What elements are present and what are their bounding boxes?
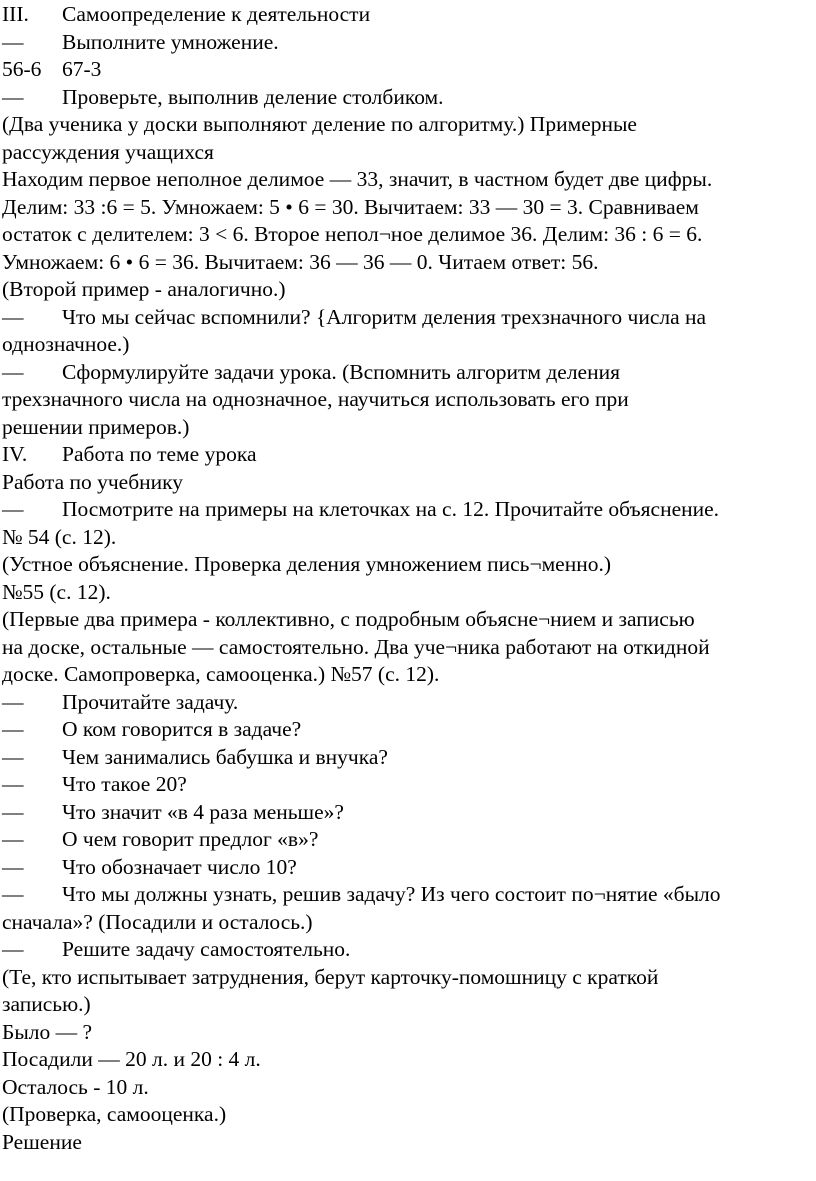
- line-text: Что такое 20?: [62, 772, 187, 796]
- document-line: [0, 936, 816, 964]
- document-line: [0, 1, 816, 29]
- list-marker: IV.: [2, 442, 28, 466]
- document-line: [0, 166, 816, 194]
- document-line: [0, 799, 816, 827]
- document-line: [0, 744, 816, 772]
- line-text: (Два ученика у доски выполняют деление по алгоритму.) Примерные: [2, 112, 637, 136]
- list-marker: —: [2, 689, 24, 714]
- document-line: [0, 304, 816, 332]
- document-line: [0, 771, 816, 799]
- line-text: доске. Самопроверка, самооценка.) №57 (с. 12).: [2, 662, 440, 686]
- list-marker: —: [2, 359, 24, 384]
- line-text: Чем занимались бабушка и внучка?: [62, 744, 388, 769]
- document-line: [0, 331, 816, 359]
- document-line: [0, 579, 816, 607]
- line-text: трехзначного числа на однозначное, научиться использовать его при: [2, 387, 629, 411]
- document-line: [0, 964, 816, 992]
- document-line: [0, 249, 816, 277]
- document-line: [0, 469, 816, 497]
- list-marker: —: [2, 882, 24, 906]
- line-text: (Те, кто испытывает затруднения, берут карточку-помошницу с краткой: [2, 964, 659, 989]
- line-text: Проверьте, выполнив деление столбиком.: [62, 84, 444, 109]
- line-text: Делим: 33 :6 = 5. Умножаем: 5 • 6 = 30. Вычитаем: 33 — 30 = 3. Сравниваем: [2, 194, 699, 219]
- document-line: [0, 414, 816, 442]
- document-line: [0, 634, 816, 662]
- document-line: [0, 909, 816, 937]
- list-marker: —: [2, 827, 24, 851]
- document-line: [0, 221, 816, 249]
- document-line: [0, 1046, 816, 1074]
- line-text: Самоопределение к деятельности: [62, 2, 371, 26]
- document-line: [0, 524, 816, 552]
- list-marker: —: [2, 497, 24, 521]
- list-marker: —: [2, 854, 24, 879]
- line-text: (Первые два примера - коллективно, с подробным объясне¬нием и записью: [2, 607, 695, 631]
- line-text: сначала»? (Посадили и осталось.): [2, 909, 313, 934]
- list-marker: —: [2, 744, 24, 769]
- document-line: [0, 854, 816, 882]
- document-line: [0, 716, 816, 744]
- list-marker: —: [2, 304, 24, 329]
- document-line: [0, 29, 816, 57]
- line-text: (Второй пример - аналогично.): [2, 277, 286, 301]
- document-line: [0, 496, 816, 524]
- list-marker: —: [2, 772, 24, 796]
- document-line: [0, 1129, 816, 1157]
- document-line: [0, 441, 816, 469]
- list-marker: III.: [2, 2, 29, 26]
- document-line: [0, 194, 816, 222]
- document-line: [0, 111, 816, 139]
- document-line: [0, 606, 816, 634]
- line-text: записью.): [2, 992, 91, 1016]
- line-text: Что мы должны узнать, решив задачу? Из чего состоит по¬нятие «было: [62, 882, 721, 906]
- document-line: [0, 386, 816, 414]
- line-text: однозначное.): [2, 332, 130, 356]
- list-marker: —: [2, 937, 24, 961]
- list-marker: —: [2, 29, 24, 54]
- line-text: решении примеров.): [2, 414, 190, 439]
- line-text: Решите задачу самостоятельно.: [62, 937, 351, 961]
- document-line: [0, 661, 816, 689]
- line-text: остаток с делителем: 3 < 6. Второе непол¬ное делимое 36. Делим: 36 : 6 = 6.: [2, 222, 703, 246]
- line-text: Посмотрите на примеры на клеточках на с. 12. Прочитайте объяснение.: [62, 497, 720, 521]
- document-line: [0, 276, 816, 304]
- list-marker: —: [2, 717, 24, 741]
- line-text: рассуждения учащихся: [2, 139, 214, 164]
- line-text: № 54 (с. 12).: [2, 524, 117, 549]
- line-text: (Проверка, самооценка.): [2, 1102, 227, 1126]
- line-text: Работа по теме урока: [62, 442, 257, 466]
- document-line: [0, 1074, 816, 1102]
- document-line: [0, 84, 816, 112]
- line-text: на доске, остальные — самостоятельно. Два уче¬ника работают на откидной: [2, 634, 710, 659]
- line-text: Прочитайте задачу.: [62, 689, 239, 714]
- document-line: [0, 551, 816, 579]
- document-line: [0, 1019, 816, 1047]
- line-text: №55 (с. 12).: [2, 579, 111, 604]
- line-text-second: 67-3: [62, 57, 102, 81]
- line-text: Что мы сейчас вспомнили? {Алгоритм деления трехзначного числа на: [62, 304, 707, 329]
- line-text: Что значит «в 4 раза меньше»?: [62, 799, 344, 824]
- line-text: Осталось - 10 л.: [2, 1074, 149, 1099]
- line-text: Посадили — 20 л. и 20 : 4 л.: [2, 1047, 261, 1071]
- document-line: [0, 826, 816, 854]
- line-text: Что обозначает число 10?: [62, 854, 297, 879]
- line-text: Выполните умножение.: [62, 29, 279, 54]
- line-text: (Устное объяснение. Проверка деления умножением пись¬менно.): [2, 552, 612, 576]
- document-line: [0, 991, 816, 1019]
- document-line: [0, 881, 816, 909]
- line-text: Сформулируйте задачи урока. (Вспомнить алгоритм деления: [62, 359, 621, 384]
- line-text: О чем говорит предлог «в»?: [62, 827, 319, 851]
- list-marker: —: [2, 84, 24, 109]
- line-text: Работа по учебнику: [2, 469, 184, 494]
- line-text: Решение: [2, 1129, 82, 1154]
- document-line: [0, 139, 816, 167]
- document-line: [0, 689, 816, 717]
- line-text: 56-6: [2, 57, 42, 81]
- document-line: [0, 359, 816, 387]
- line-text: Умножаем: 6 • 6 = 36. Вычитаем: 36 — 36 — 0. Читаем ответ: 56.: [2, 249, 599, 274]
- list-marker: —: [2, 799, 24, 824]
- line-text: Находим первое неполное делимое — 33, значит, в частном будет две цифры.: [2, 167, 713, 191]
- line-text: О ком говорится в задаче?: [62, 717, 302, 741]
- document-line: [0, 56, 816, 84]
- line-text: Было — ?: [2, 1019, 93, 1044]
- document-line: [0, 1101, 816, 1129]
